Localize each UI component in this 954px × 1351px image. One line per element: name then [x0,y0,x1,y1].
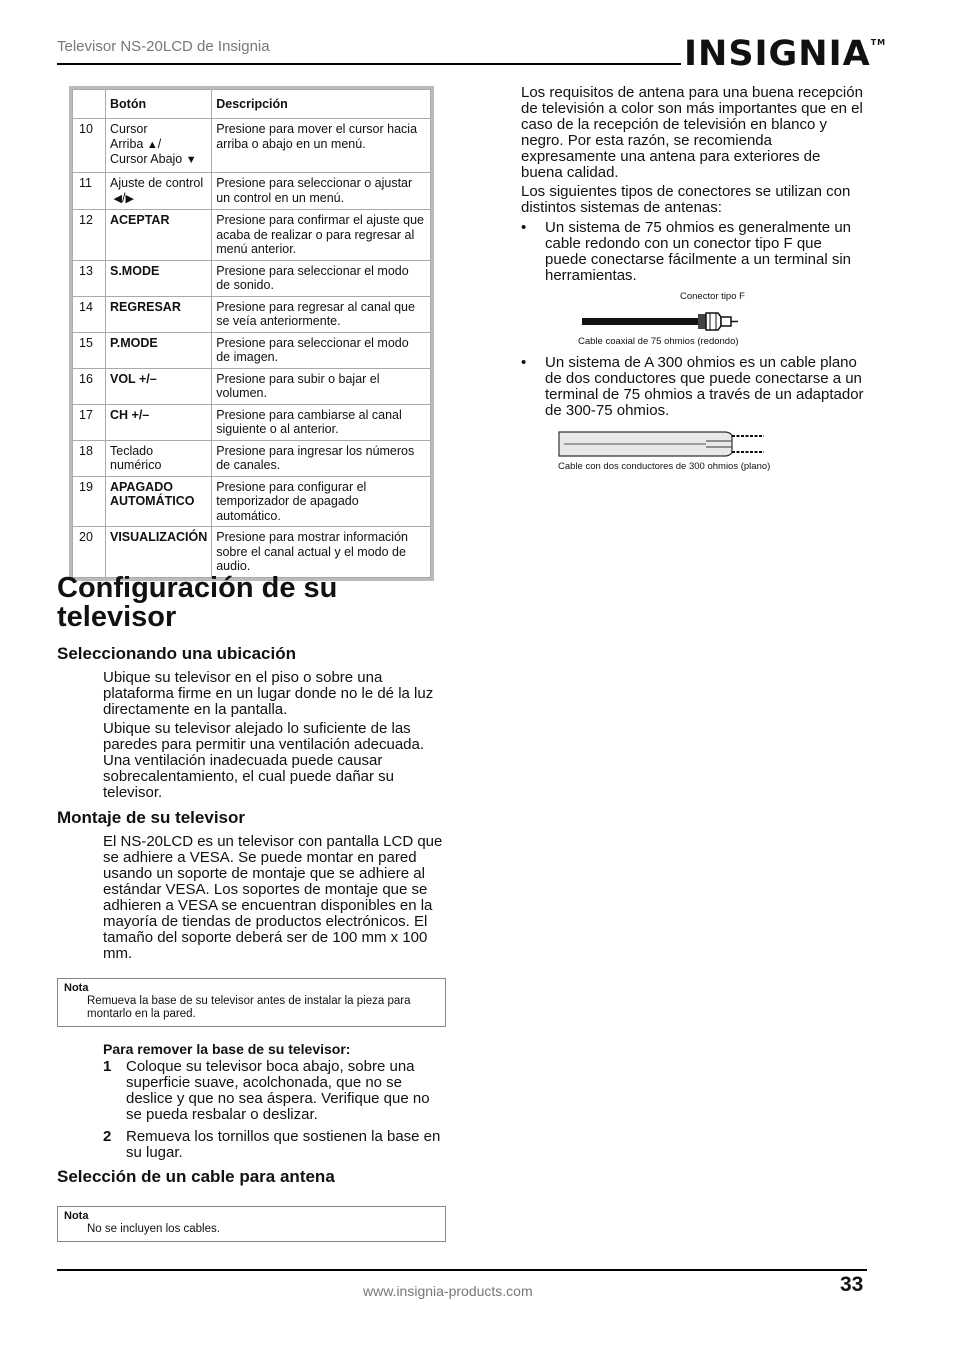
f-connector-tip [721,317,731,326]
header-rule [57,63,681,65]
list-item: • Un sistema de A 300 ohmios es un cable plano de dos conductores que puede conectarse a un terminal de 75 ohmios a través de un adaptador de 300-75 ohmios. [521,354,864,419]
figure-caption: Cable con dos conductores de 300 ohmios (plano) [558,461,771,472]
right-arrow-icon: ▶ [125,192,134,205]
page-number: 33 [840,1273,864,1296]
note-label: Nota [64,1210,89,1222]
figure-caption: Conector tipo F [680,291,745,302]
list-item: 2 Remueva los tornillos que sostienen la base en su lugar. [103,1128,441,1161]
table-row: 11 Ajuste de control ◀/▶ Presione para seleccionar o ajustar un control en un menú. [73,173,431,210]
subheading-mounting: Montaje de su televisor [57,808,245,827]
footer-rule [57,1269,867,1271]
col-header-description: Descripción [212,90,431,119]
list-item: • Un sistema de 75 ohmios es generalmente un cable redondo con un conector tipo F que puede conectarse fácilmente a un terminal sin herramientas. [521,219,852,284]
table-row: 13 S.MODE Presione para seleccionar el modo de sonido. [73,260,431,296]
left-arrow-icon: ◀ [113,192,122,205]
button-cell: Cursor Arriba ▲/ Cursor Abajo ▼ [106,119,212,173]
f-connector-collar [698,314,706,329]
figure-caption: Cable coaxial de 75 ohmios (redondo) [578,336,739,347]
bullet-icon: • [521,354,527,371]
mounting-text: El NS-20LCD es un televisor con pantalla LCD que se adhiere a VESA. Se puede montar en pared usando un soporte de montaje que se adhiere al estándar VESA. Los soportes de montaje que se adhieren a VESA se encuentran disponibles en la mayoría de tiendas de productos electrónicos. El tamaño del soporte deberá ser de 100 mm x 100 mm. [103,833,443,962]
running-header: Televisor NS-20LCD de Insignia [57,38,270,55]
note-box [57,978,446,1027]
footer-url: www.insignia-products.com [363,1283,533,1299]
note-label: Nota [64,982,89,994]
table-row: 12 ACEPTAR Presione para confirmar el ajuste que acaba de realizar o para regresar al menú anterior. [73,210,431,261]
table-row: 17 CH +/– Presione para cambiarse al canal siguiente o al anterior. [73,404,431,440]
table-row: 14 REGRESAR Presione para regresar al canal que se veía anteriormente. [73,296,431,332]
down-arrow-icon: ▼ [185,154,197,166]
flat-cable-figure [556,429,768,459]
table-row: 16 VOL +/– Presione para subir o bajar el volumen. [73,368,431,404]
note-text: Remueva la base de su televisor antes de instalar la pieza para montarlo en la pared. [87,995,411,1020]
note-box [57,1206,446,1242]
up-arrow-icon: ▲ [146,138,158,151]
coax-cable-body [582,318,700,325]
bullet-icon: • [521,219,527,236]
table-row: 20 VISUALIZACIÓN Presione para mostrar información sobre el canal actual y el modo de audio. [73,527,431,578]
table-row: 19 APAGADO AUTOMÁTICO Presione para configurar el temporizador de apagado automático. [73,476,431,527]
button-cell: Ajuste de control ◀/▶ [106,173,212,210]
note-text: No se incluyen los cables. [87,1223,220,1235]
section-title: Configuración de su televisor [57,572,338,633]
steps-title: Para remover la base de su televisor: [103,1041,351,1057]
button-table [69,86,434,581]
table-row: 10 Cursor Arriba ▲/ Cursor Abajo ▼ Presione para mover el cursor hacia arriba o abajo en un menú. [73,119,431,173]
subheading-location: Seleccionando una ubicación [57,644,296,663]
antenna-text: Los requisitos de antena para una buena recepción de televisión a color son más importantes que en el caso de la recepción de televisión en blanco y negro. Por esta razón, se recomienda expresamente una antena para exteriores de buena calidad. Los siguientes tipos de conectores se utilizan con distintos sistemas de antenas: [521,84,863,216]
insignia-logo: INSIGNIA™ [684,34,887,74]
table-row: 18 Teclado numérico Presione para ingresar los números de canales. [73,440,431,476]
table-header-row [73,90,431,119]
list-item: 1 Coloque su televisor boca abajo, sobre una superficie suave, acolchonada, que no se deslice y que no sea áspera. Verifique que no se pueda resbalar o deslizar. [103,1058,430,1123]
coax-cable-figure [578,307,744,337]
location-text: Ubique su televisor en el piso o sobre una plataforma firme en un lugar donde no le dé la luz directamente en la pantalla. Ubique su televisor alejado lo suficiente de las paredes para permitir una ventilación adecuada. Una ventilación inadecuada puede causar sobrecalentamiento, el cual puede dañar su televisor. [103,669,434,801]
f-connector-nut [706,313,721,330]
col-header-button: Botón [106,90,212,119]
subheading-antenna-cable: Selección de un cable para antena [57,1167,335,1186]
table-row: 15 P.MODE Presione para seleccionar el modo de imagen. [73,332,431,368]
